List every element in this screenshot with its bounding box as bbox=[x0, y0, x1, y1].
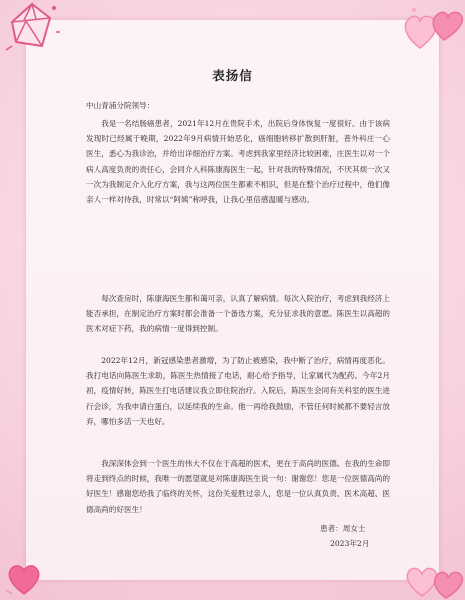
letter-paragraph: 我深深体会到一个医生的伟大不仅在于高超的医术，更在于高尚的医德。在我的生命即将走到终点的时候，我唯一的愿望就是对陈康海医生说一句：谢谢您！您是一位医德高尚的好医生！感谢您给我了临终的关怀，这份关爱胜过亲人，您是一位认真负责、医术高超、医德高尚的好医生！ bbox=[86, 459, 390, 514]
hearts-icon bbox=[400, 556, 464, 600]
letter-paragraph: 我是一名结肠癌患者，2021年12月在贵院手术，出院后身体恢复一度很好。由于该病发现时已经属于晚期，2022年9月病情开始恶化，癌细胞转移扩散到肝脏，普外科庄一心医生，悉心为我诊治，并给出详细治疗方案。考虑到我家里经济比较困难，庄医生以对一个病人高度负责的责任心，会同介入科陈康海医生一起，针对我的特殊情况，不厌其烦一次又一次为我制定介入化疗方案，我与这两位医生都素不相识，但是在整个治疗过程中，他们像亲人一样对待我，时常以“阿姨”称呼我，让我心里倍感温暖与感动。 bbox=[86, 119, 390, 205]
diamond-icon bbox=[2, 2, 62, 58]
signature-date: 2023年2月 bbox=[330, 538, 370, 548]
letter-title: 表扬信 bbox=[212, 68, 253, 83]
letter-greeting: 中山青浦分院领导： bbox=[86, 101, 155, 110]
signature-block bbox=[320, 522, 369, 551]
signature-name: 患者：周女士 bbox=[320, 524, 366, 533]
letter-paragraph: 2022年12月，新冠感染患者激增，为了防止被感染，我中断了治疗，病情再度恶化。我打电话向陈医生求助，陈医生热情接了电话，耐心给予指导，让家属代为配药。今年2月初，疫情好转，陈医生打电话建议我立即住院治疗。入院后，陈医生会同有关科室的医生进行会诊，为我申请白蛋白，以延续我的生命。他一再给我鼓励，不管任何时候都不要轻言放弃，哪怕多活一天也好。 bbox=[86, 356, 390, 426]
hearts-icon bbox=[400, 4, 464, 54]
letter-paragraph: 每次查房时，陈康海医生都和蔼可亲，认真了解病情。每次入院治疗，考虑到我经济上能否承担，在制定治疗方案时都会准备一个备选方案，充分征求我的意愿。陈医生以高超的医术对症下药，我的病情一度得到控制。 bbox=[86, 294, 390, 334]
heart-icon bbox=[4, 560, 44, 598]
